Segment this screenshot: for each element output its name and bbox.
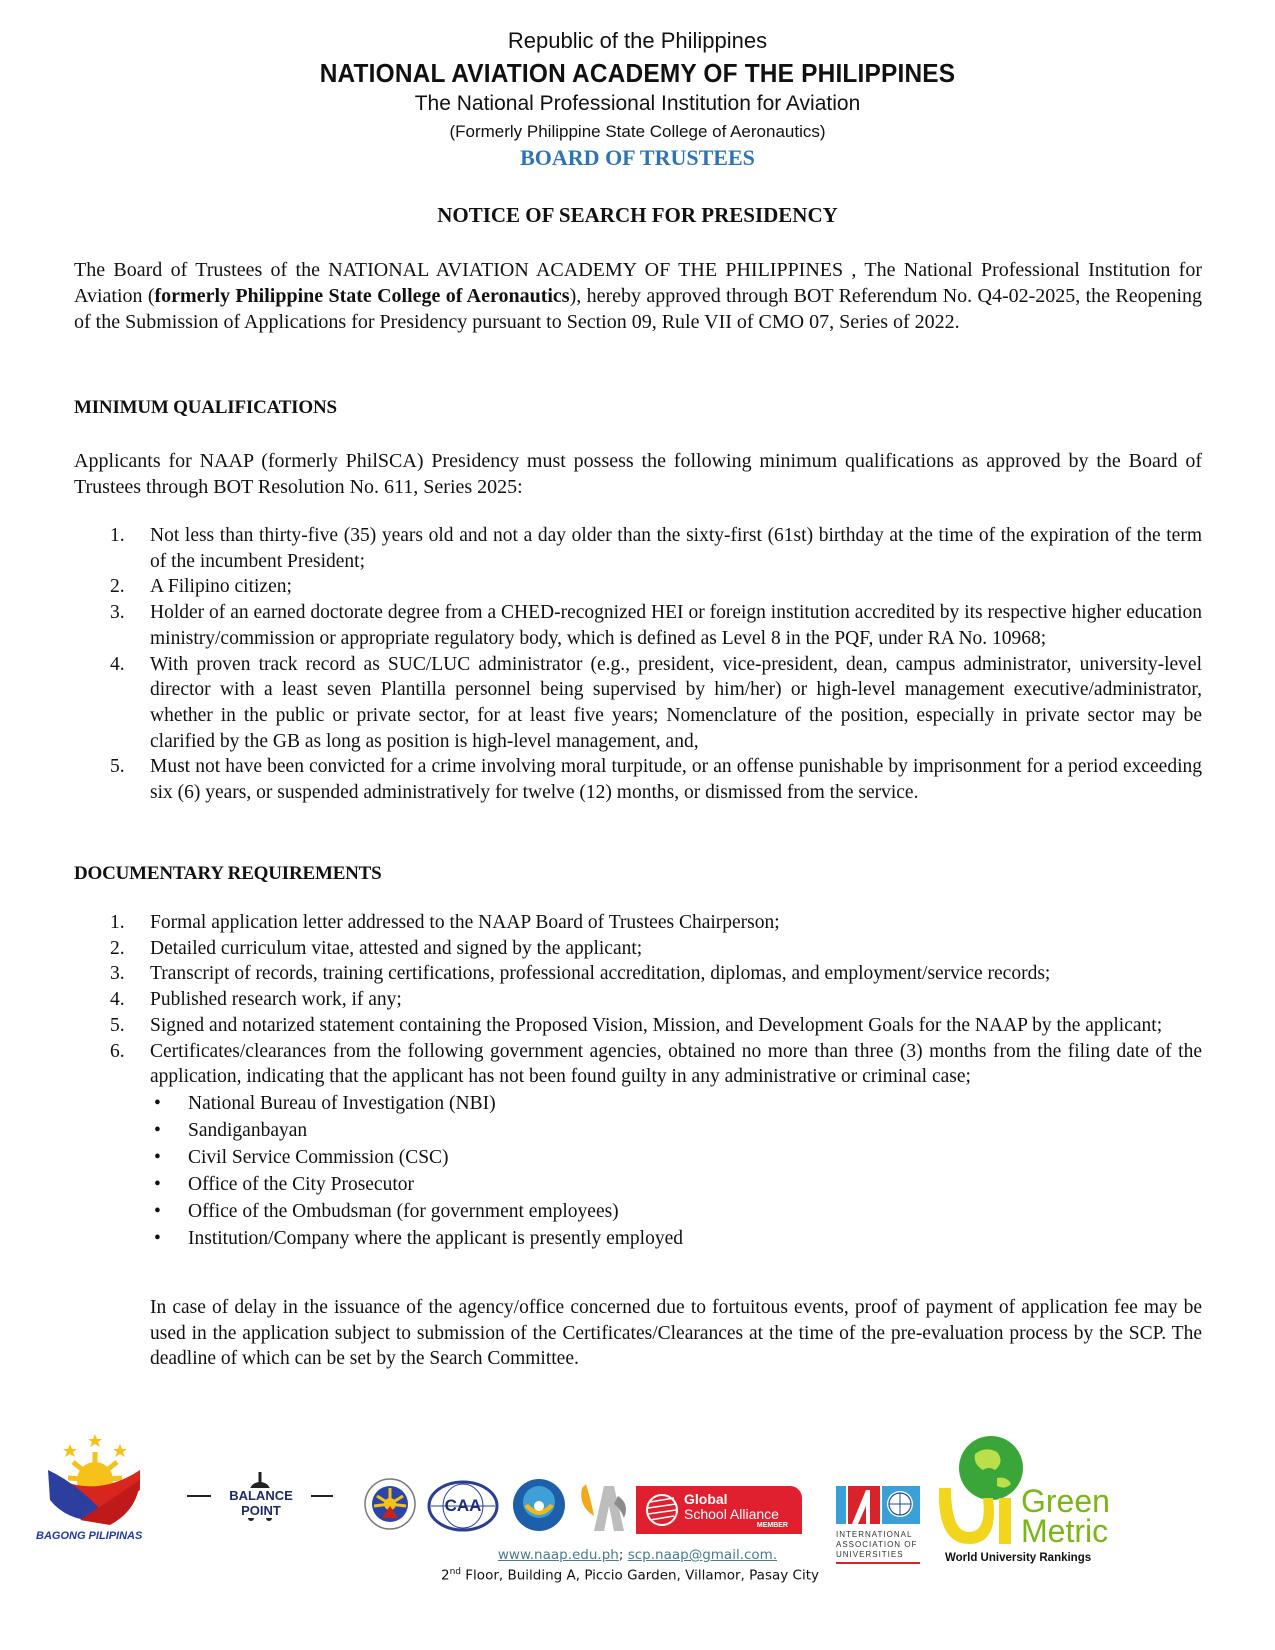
list-item: [110, 936, 1202, 962]
intro-paragraph: [74, 257, 1202, 335]
bullet-item-text: National Bureau of Investigation (NBI): [188, 1092, 496, 1114]
list-number: 5.: [110, 756, 125, 778]
list-number: 2.: [110, 937, 125, 959]
list-item-text: Signed and notarized statement containing the Proposed Vision, Mission, and Development Goals for the NAAP by the applicant;: [150, 1014, 1163, 1036]
letter-a-icon: [574, 1476, 630, 1536]
list-number: 4.: [110, 989, 125, 1011]
list-number: 4.: [110, 653, 125, 675]
qualifications-lead-paragraph: Applicants for NAAP (formerly PhilSCA) Presidency must possess the following minimum qualifications as approved by the Board of Trustees through BOT Resolution No. 611, Series 2025:: [74, 450, 1202, 498]
iau-label-line3: UNIVERSITIES: [836, 1550, 904, 1559]
header-republic: Republic of the Philippines: [507, 28, 768, 53]
global-school-alliance-logo: [636, 1486, 802, 1534]
greenmetric-label-green: Green: [1021, 1483, 1110, 1519]
balance-point-logo: [185, 1470, 335, 1530]
bullet-item-text: Institution/Company where the applicant is presently employed: [188, 1227, 683, 1249]
list-item: [110, 574, 1202, 600]
accreditation-a-logo: [574, 1476, 630, 1536]
bullet-item: [150, 1144, 1202, 1171]
greenmetric-label: [1021, 1483, 1110, 1549]
gsa-label-global: Global: [684, 1491, 728, 1507]
iau-label-line1: INTERNATIONAL: [836, 1530, 913, 1539]
bullet-icon: •: [154, 1146, 161, 1168]
list-item: [110, 523, 1202, 574]
list-number: 6.: [110, 1040, 125, 1062]
list-number: 1.: [110, 525, 125, 546]
page-title: NOTICE OF SEARCH FOR PRESIDENCY: [437, 203, 838, 227]
website-link[interactable]: www.naap.edu.ph: [497, 1547, 619, 1563]
list-item-text: Certificates/clearances from the following government agencies, obtained no more than three (3) months from the filing date of the application, indicating that the applicant has not been found guilty in any administrative or criminal case;: [150, 1040, 1202, 1088]
list-item: [110, 652, 1202, 755]
list-number: 3.: [110, 602, 125, 624]
agencies-bullet-list: [150, 1090, 1202, 1252]
list-item-text: With proven track record as SUC/LUC administrator (e.g., president, vice-president, dean, campus administrator, university-level director with a least seven Plantilla personnel being supervised by him/her) or high-level management executive/administrator, whether in the public or private sector, for at least five years; Nomenclature of the position, especially in private sector may be clarified by the GB as long as position is high-level management, and,: [150, 653, 1202, 752]
bullet-item: [150, 1117, 1202, 1144]
list-item: [110, 1013, 1202, 1039]
address: [420, 1567, 840, 1584]
intro-text-2: ), hereby approved through BOT Referendum No. Q4-02-2025, the Reopening of the Submission of Applications for Presidency pursuant to Section 09, Rule VII of CMO 07, Series of 2022.: [74, 285, 1203, 333]
bullet-icon: •: [154, 1200, 161, 1222]
contact-links: [0, 1547, 1275, 1563]
list-item-text: Detailed curriculum vitae, attested and signed by the applicant;: [150, 937, 643, 959]
list-number: 3.: [110, 963, 125, 985]
ched-seal-icon: [364, 1478, 416, 1530]
address-ordinal: nd: [449, 1567, 461, 1577]
aaccup-logo: [512, 1478, 566, 1532]
bullet-icon: •: [154, 1173, 161, 1195]
header-formerly: (Formerly Philippine State College of Aeronautics): [449, 122, 826, 141]
link-separator: ;: [618, 1547, 624, 1563]
balance-point-label: BALANCE POINT: [211, 1488, 311, 1518]
bagong-pilipinas-emblem-icon: [40, 1430, 150, 1530]
list-item-text: Formal application letter addressed to the NAAP Board of Trustees Chairperson;: [150, 912, 780, 933]
intro-bold-text: formerly Philippine State College of Aeronautics: [154, 285, 570, 307]
list-item-text: Holder of an earned doctorate degree from a CHED-recognized HEI or foreign institution accredited by its respective higher education ministry/commission or appropriate regulatory body, which is defined as Level 8 in the PQF, under RA No. 10968;: [150, 602, 1202, 649]
header-tagline: The National Professional Institution for Aviation: [414, 92, 861, 115]
greenmetric-label-metric: Metric: [1021, 1513, 1109, 1549]
documentary-requirements-list: [110, 910, 1202, 1252]
header-board-of-trustees: BOARD OF TRUSTEES: [520, 145, 755, 170]
caa-label: CAA: [444, 1496, 482, 1515]
ched-seal-logo: [364, 1478, 416, 1530]
section-heading-documentary-requirements: DOCUMENTARY REQUIREMENTS: [74, 863, 382, 884]
list-item: [110, 987, 1202, 1013]
address-floor-number: 2: [440, 1567, 450, 1584]
qualifications-list: [110, 523, 1202, 806]
list-item-text: Not less than thirty-five (35) years old and not a day older than the sixty-first (61st) birthday at the time of the expiration of the term of the incumbent President;: [150, 525, 1202, 572]
list-item: [110, 600, 1202, 651]
section-heading-minimum-qualifications: MINIMUM QUALIFICATIONS: [74, 397, 337, 418]
bullet-item-text: Civil Service Commission (CSC): [188, 1146, 449, 1168]
bagong-pilipinas-logo: [36, 1430, 150, 1545]
bullet-icon: •: [154, 1119, 161, 1141]
bullet-item: [150, 1090, 1202, 1117]
aaccup-emblem-icon: [512, 1478, 566, 1532]
email-link[interactable]: scp.naap@gmail.com.: [627, 1547, 778, 1563]
bullet-icon: •: [154, 1092, 161, 1114]
list-item: [110, 910, 1202, 936]
list-number: 2.: [110, 576, 125, 598]
bagong-pilipinas-label: BAGONG PILIPINAS: [36, 1530, 143, 1542]
intro-text-1: The Board of Trustees of the NATIONAL AVIATION ACADEMY OF THE PHILIPPINES , The National Professional Institution for Aviation (: [74, 259, 1202, 307]
bullet-item-text: Sandiganbayan: [188, 1119, 308, 1141]
gsa-label-member: MEMBER: [756, 1522, 788, 1529]
bullet-item-text: Office of the City Prosecutor: [188, 1173, 415, 1195]
list-item-text: Must not have been convicted for a crime involving moral turpitude, or an offense punishable by imprisonment for a period exceeding six (6) years, or suspended administratively for twelve (12) months, or dismissed from the service.: [150, 756, 1202, 804]
header-institution-name: NATIONAL AVIATION ACADEMY OF THE PHILIPPINES: [319, 58, 956, 88]
list-number: 1.: [110, 912, 125, 933]
globe-lines-icon: [642, 1490, 682, 1530]
delay-note-paragraph: In case of delay in the issuance of the agency/office concerned due to fortuitous events, proof of payment of application fee may be used in the application subject to submission of the Certificates/Clearances at the time of the pre-evaluation process by the SCP. The deadline of which can be set by the Search Committee.: [150, 1297, 1202, 1370]
gsa-label-school-alliance: School Alliance: [684, 1506, 779, 1522]
bullet-item: [150, 1198, 1202, 1225]
caa-logo: [427, 1480, 499, 1532]
list-item: [110, 754, 1202, 805]
list-item: [110, 1039, 1202, 1252]
bullet-item: [150, 1225, 1202, 1252]
address-text: Floor, Building A, Piccio Garden, Villamor, Pasay City: [461, 1567, 819, 1584]
list-number: 5.: [110, 1014, 125, 1036]
iau-label-line2: ASSOCIATION OF: [836, 1540, 918, 1549]
iau-emblem-icon: [836, 1486, 920, 1528]
bullet-item: [150, 1171, 1202, 1198]
bullet-icon: •: [154, 1227, 161, 1249]
list-item: [110, 961, 1202, 987]
greenmetric-subtitle: World University Rankings: [945, 1552, 1092, 1564]
bullet-item-text: Office of the Ombudsman (for government employees): [188, 1200, 619, 1222]
list-item-text: Published research work, if any;: [150, 989, 402, 1011]
list-item-text: A Filipino citizen;: [150, 576, 292, 598]
list-item-text: Transcript of records, training certifications, professional accreditation, diplomas, and employment/service records;: [150, 963, 1051, 985]
